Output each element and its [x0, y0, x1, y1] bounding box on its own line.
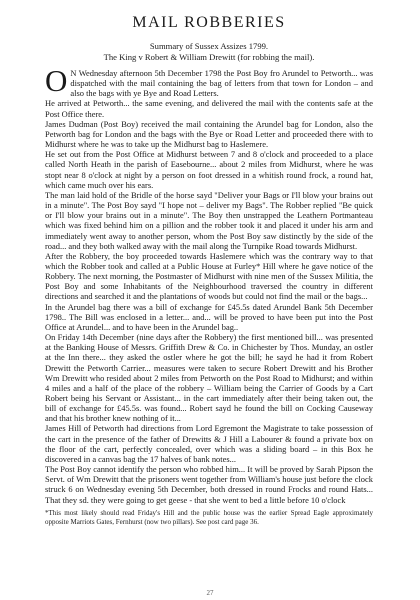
summary-line-2: The King v Robert & William Drewitt (for robbing the mail). [103, 52, 315, 62]
paragraph: After the Robbery, the boy proceeded towards Haslemere which was the contrary way to that which the Robber took and called at a Public House at Furley* Hill where he gave notice of the Robbery. The next morning, the Postmaster of Midhurst with nine men of the Sussex Militia, the Post Boy and some Inhabitants of the Neighbourhood traversed the country in different directions and searched it and the plantations of woods but could not find the mail or the bags... [45, 250, 373, 302]
paragraph: He arrived at Petworth... the same evening, and delivered the mail with the contents safe at the Post Office there. [45, 98, 373, 119]
paragraph: In the Arundel bag there was a bill of exchange for £45.5s dated Arundel Bank 5th December 1798.. The Bill was enclosed in a letter... and... will be proved to have been put into the Post Office at Arundel... and to have been in the Arundel bag.. [45, 301, 373, 332]
paragraph: James Dudman (Post Boy) received the mail containing the Arundel bag for London, also the Petworth bag for London and the bags with the Bye or Road Letter and proceeded there with to Midhurst where he was to take up the Midhurst bag to Haslemere. [45, 118, 373, 150]
paragraph: The Post Boy cannot identify the person who robbed him... It will be proved by Sarah Pipson the Servt. of Wm Drewitt that the prisoners went together from William's house just before the clock struck 6 on Wednesday evening 5th December, both dressed in round Frocks and round Hats... That they sd. they were going to get geese - that she went to bed a little before 10 o'clock [45, 464, 373, 505]
paragraph: The man laid hold of the Bridle of the horse sayd "Deliver your Bags or I'll blow your brains out in a minute". The Post Boy sayd "I hope not – deliver my Bags". The Robber replied "Be quick or I'll blow your brains out in a minute". The Boy then unstrapped the Leathern Portmanteau which was fixed behind him on a pillion and the robber took it and placed it under his arm and immediately went away to another person, whom the Post Boy saw distinctly by the side of the road... and they both walked away with the mail along the Turnpike Road towards Midhurst. [45, 189, 373, 251]
paragraph [45, 63, 373, 99]
page-title: MAIL ROBBERIES [132, 14, 286, 31]
paragraph: James Hill of Petworth had directions from Lord Egremont the Magistrate to take possession of the cart in the presence of the father of Drewitts & J Hill a Labourer & found a private box on the floor of the cart, perfectly concealed, over which was a sliding board – in this Box he discovered in a canvas bag the 17 halves of bank notes... [45, 423, 373, 464]
drop-cap: O [45, 63, 68, 98]
case-summary [45, 41, 373, 63]
paragraph: On Friday 14th December (nine days after the Robbery) the first mentioned bill... was presented at the Banking House of Messrs. Griffith Drew & Co. in Chichester by Thos. Munday, an ostler at the Inn there... they asked the ostler where he got the bill; he sayd he had it from Robert Drewitt the Petworth Carrier... measures were taken to secure Robert Drewitt and his Brother Wm Drewitt who resided about 2 miles from Petworth on the Post Road to Midhurst; and within 4 miles and a half of the place of the robbery – William being the Carrier of Goods by a Cart Robert being his Servant or Assistant... in the cart immediately after their being taken out, the bill of exchange for £45.5s. was found... Robert sayd he found the bill on Cocking Causeway and that his brother knew nothing of it... [45, 332, 373, 424]
paragraph-text: N Wednesday afternoon 5th December 1798 the Post Boy fro Arundel to Petworth... was dispatched with the mail containing the bag of letters from that town for London – and also the bags with ye Bye and Road Letters. [70, 68, 373, 99]
footnote: *This most likely should read Friday's Hill and the public house was the earlier Spread Eagle approximately opposite Marriots Gates, Fernhurst (now two pillars). See post card page 36. [45, 508, 373, 526]
summary-line-1: Summary of Sussex Assizes 1799. [149, 41, 269, 51]
page-number: 27 [206, 589, 214, 597]
article-body [45, 63, 373, 505]
paragraph: He set out from the Post Office at Midhurst between 7 and 8 o'clock and proceeded to a place called North Heath in the parish of Easebourne... about 2 miles from Midhurst, where he was stopt near 8 o'clock at night by a person on foot dressed in a whitish round frock, a round hat, which came much over his ears. [45, 149, 373, 190]
